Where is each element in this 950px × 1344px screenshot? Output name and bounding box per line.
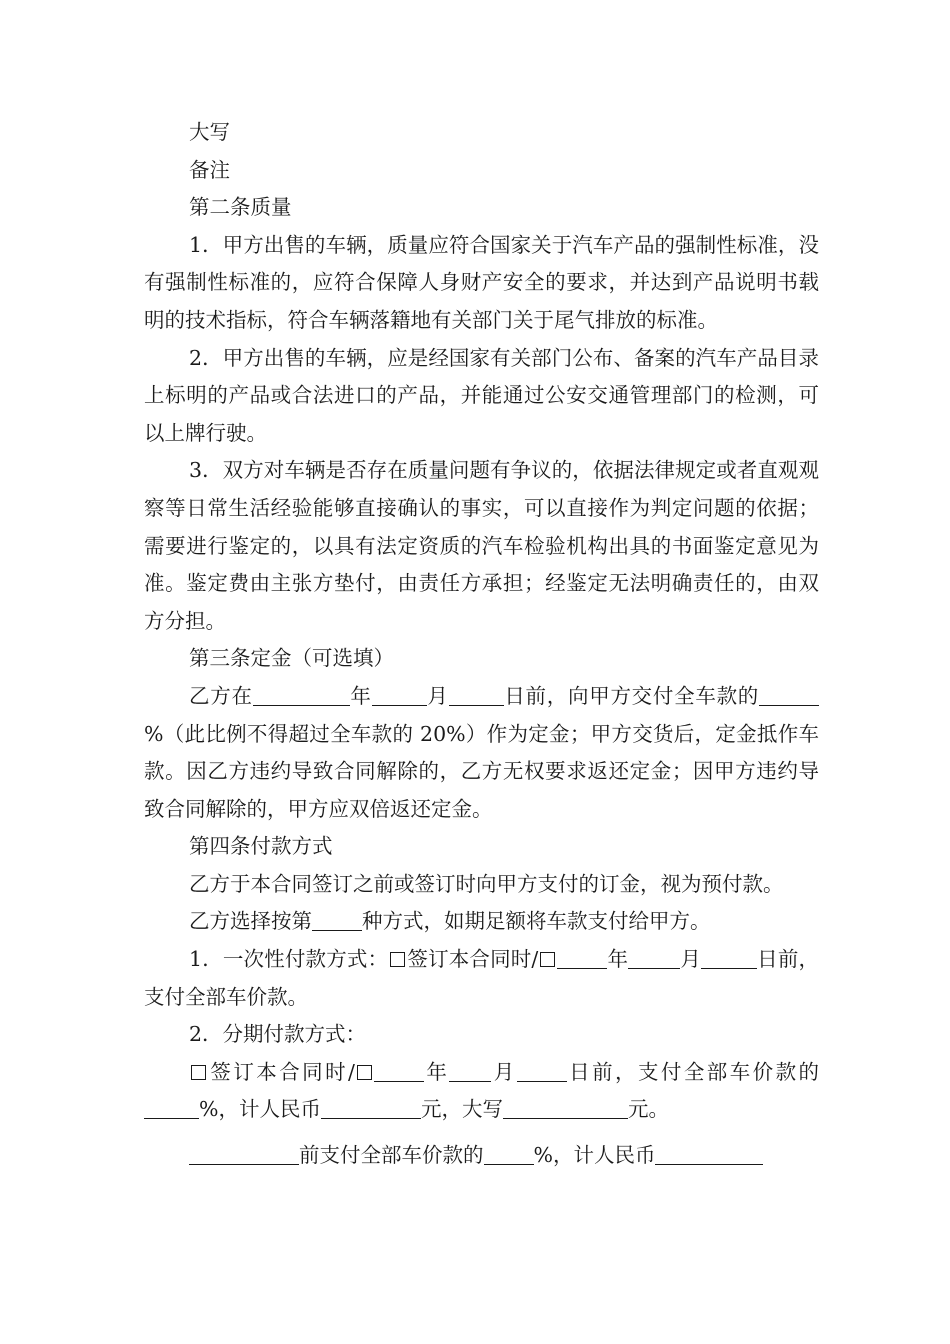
payment-method-2-title: 2．分期付款方式： — [189, 1022, 367, 1047]
checkbox[interactable] — [390, 952, 405, 967]
blank-line[interactable] — [628, 946, 680, 969]
text-segment: 年 — [349, 683, 372, 708]
quality-clause-2: 2．甲方出售的车辆，应是经国家有关部门公布、备案的汽车产品目录上标明的产品或合法进口的产品，并能通过公安交通管理部门的检测，可以上牌行驶。 — [144, 345, 819, 445]
text-segment: 日前，支付全部车价款的 — [566, 1059, 820, 1084]
blank-line[interactable] — [701, 946, 757, 969]
blank-line[interactable] — [759, 683, 819, 706]
blank-line[interactable] — [189, 1142, 299, 1165]
blank-line[interactable] — [321, 1096, 421, 1119]
text-segment: %，计人民币 — [533, 1143, 656, 1168]
deposit-clause — [144, 678, 819, 828]
blank-line[interactable] — [253, 683, 350, 706]
blank-line[interactable] — [449, 683, 504, 706]
text-segment: 签订本合同时/ — [208, 1059, 355, 1084]
text-segment: 元。 — [627, 1097, 669, 1122]
text-segment: 日前，向甲方交付全车款的 — [503, 683, 760, 708]
payment-method-1 — [144, 941, 819, 1016]
payment-choice — [144, 903, 819, 941]
text-segment: 前支付全部车价款的 — [299, 1143, 484, 1168]
text-segment: 日前，支付全部车价款。 — [144, 947, 820, 1009]
blank-line[interactable] — [374, 1059, 424, 1082]
quality-clause-1: 1．甲方出售的车辆，质量应符合国家关于汽车产品的强制性标准，没有强制性标准的，应符合保障人身财产安全的要求，并达到产品说明书载明的技术指标，符合车辆落籍地有关部门关于尾气排放的标准。 — [144, 232, 819, 332]
blank-line[interactable] — [655, 1142, 763, 1165]
heading-article-3: 第三条定金（可选填） — [189, 646, 394, 671]
text-segment: 种方式，如期足额将车款支付给甲方。 — [362, 909, 711, 934]
blank-line[interactable] — [503, 1096, 628, 1119]
blank-line[interactable] — [517, 1059, 567, 1082]
checkbox[interactable] — [357, 1065, 372, 1080]
checkbox[interactable] — [191, 1065, 206, 1080]
blank-line[interactable] — [484, 1142, 534, 1165]
text-segment: 年 — [607, 947, 629, 972]
blank-line[interactable] — [557, 946, 607, 969]
text-segment: 元，大写 — [420, 1097, 503, 1122]
blank-line[interactable] — [144, 1096, 199, 1119]
text-segment: 月 — [680, 947, 702, 972]
heading-article-2: 第二条质量 — [189, 195, 292, 220]
paragraph-daxie: 大写 — [189, 120, 230, 144]
installment-clause-1 — [144, 1054, 819, 1129]
text-segment: 月 — [426, 683, 449, 708]
heading-article-4: 第四条付款方式 — [189, 834, 333, 859]
blank-line[interactable] — [312, 908, 362, 931]
text-segment: 年 — [423, 1059, 450, 1084]
text-segment: %，计人民币 — [199, 1097, 321, 1122]
quality-clause-3: 3．双方对车辆是否存在质量问题有争议的，依据法律规定或者直观观察等日常生活经验能够直接确认的事实，可以直接作为判定问题的依据；需要进行鉴定的，以具有法定资质的汽车检验机构出具的书面鉴定意见为准。鉴定费由主张方垫付，由责任方承担；经鉴定无法明确责任的，由双方分担。 — [144, 458, 819, 633]
text-segment: 乙方在 — [189, 683, 253, 708]
blank-line[interactable] — [372, 683, 427, 706]
text-segment: 1．一次性付款方式： — [189, 947, 389, 972]
installment-clause-2 — [144, 1137, 819, 1175]
payment-intro: 乙方于本合同签订之前或签订时向甲方支付的订金，视为预付款。 — [189, 871, 784, 896]
text-segment: 乙方选择按第 — [189, 909, 312, 934]
contract-body — [144, 114, 819, 1175]
text-segment: 签订本合同时/ — [407, 947, 539, 972]
checkbox[interactable] — [540, 952, 555, 967]
text-segment: %（此比例不得超过全车款的 20%）作为定金；甲方交货后，定金抵作车款。因乙方违约导致合同解除的，乙方无权要求返还定金；因甲方违约导致合同解除的，甲方应双倍返还定金。 — [144, 721, 819, 821]
blank-line[interactable] — [449, 1059, 491, 1082]
text-segment: 月 — [491, 1059, 517, 1084]
paragraph-beizhu: 备注 — [189, 157, 230, 182]
